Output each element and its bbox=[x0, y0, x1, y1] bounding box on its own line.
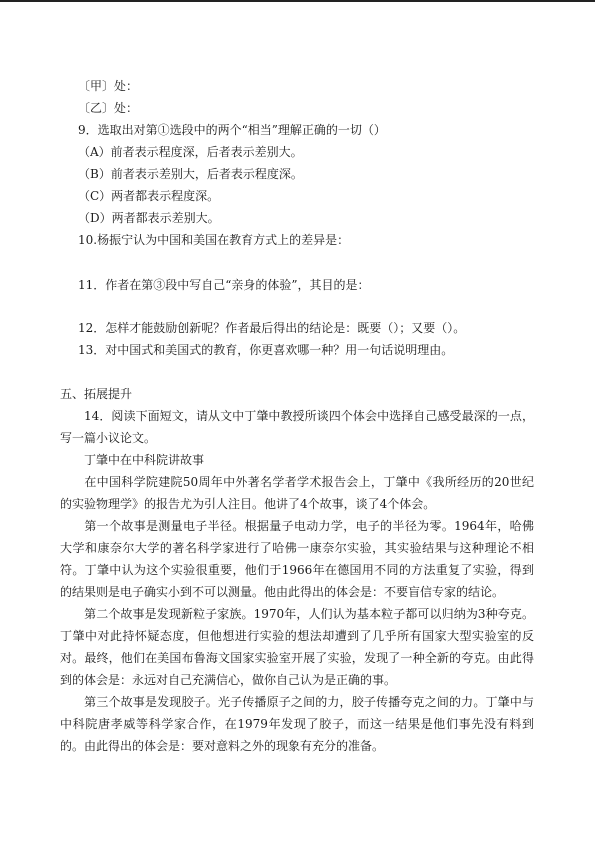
question-14-text: 14．阅读下面短文，请从文中丁肇中教授所谈四个体会中选择自己感受最深的一点，写一篇小议论文。 bbox=[60, 409, 534, 445]
paragraph-3-text: 第二个故事是发现新粒子家族。1970年，人们认为基本粒子都可以归纳为3种夸克。丁肇中对此持怀疑态度，但他想进行实验的想法却遭到了几乎所有国家大型实验室的反对。最终，他们在美国布鲁海文国家实验室开展了实验，发现了一种全新的夸克。由此得到的体会是：永远对自己充满信心，做你自己认为是正确的事。 bbox=[60, 607, 534, 687]
paragraph-2-text: 第一个故事是测量电子半径。根据量子电动力学，电子的半径为零。1964年，哈佛大学和康奈尔大学的著名科学家进行了哈佛一康奈尔实验，其实验结果与这种理论不相符。丁肇中认为这个实验很重要，他们于1966年在德国用不同的方法重复了实验，得到的结果则是电子确实小到不可以测量。他由此得出的体会是：不要盲信专家的结论。 bbox=[60, 519, 534, 599]
page-top-border bbox=[0, 0, 595, 2]
answer-line-jia: 〔甲〕处： bbox=[78, 79, 139, 93]
story-paragraph-2 bbox=[60, 515, 534, 603]
story-paragraph-3 bbox=[60, 603, 534, 691]
option-b: （B）前者表示差别大，后者表示程度深。 bbox=[78, 167, 303, 181]
option-c: （C）两者都表示程度深。 bbox=[78, 189, 220, 203]
question-13: 13．对中国式和美国式的教育，你更喜欢哪一种？用一句话说明理由。 bbox=[78, 343, 454, 357]
question-12: 12．怎样才能鼓励创新呢？作者最后得出的结论是：既要（）；又要（）。 bbox=[78, 321, 466, 335]
paragraph-4-text: 第三个故事是发现胶子。光子传播原子之间的力，胶子传播夸克之间的力。丁肇中与中科院唐孝威等科学家合作，在1979年发现了胶子，而这一结果是他们事先没有料到的。由此得出的体会是：要对意料之外的现象有充分的准备。 bbox=[60, 695, 534, 753]
option-d: （D）两者都表示差别大。 bbox=[78, 211, 220, 225]
story-title: 丁肇中在中科院讲故事 bbox=[84, 453, 205, 467]
option-a: （A）前者表示程度深，后者表示差别大。 bbox=[78, 145, 303, 159]
question-9: 9．选取出对第①选段中的两个“相当”理解正确的一切（） bbox=[78, 123, 386, 137]
story-paragraph-1 bbox=[60, 471, 534, 515]
paragraph-1-text: 在中国科学院建院50周年中外著名学者学术报告会上，丁肇中《我所经历的20世纪的实验物理学》的报告尤为引人注目。他讲了4个故事，谈了4个体会。 bbox=[60, 475, 534, 511]
question-11: 11．作者在第③段中写自己“亲身的体验”，其目的是： bbox=[78, 278, 370, 292]
question-14 bbox=[60, 405, 534, 449]
story-paragraph-4 bbox=[60, 691, 534, 757]
answer-line-yi: 〔乙〕处： bbox=[78, 101, 139, 115]
section-heading: 五、拓展提升 bbox=[60, 387, 133, 401]
question-10: 10.杨振宁认为中国和美国在教育方式上的差异是： bbox=[78, 233, 350, 247]
